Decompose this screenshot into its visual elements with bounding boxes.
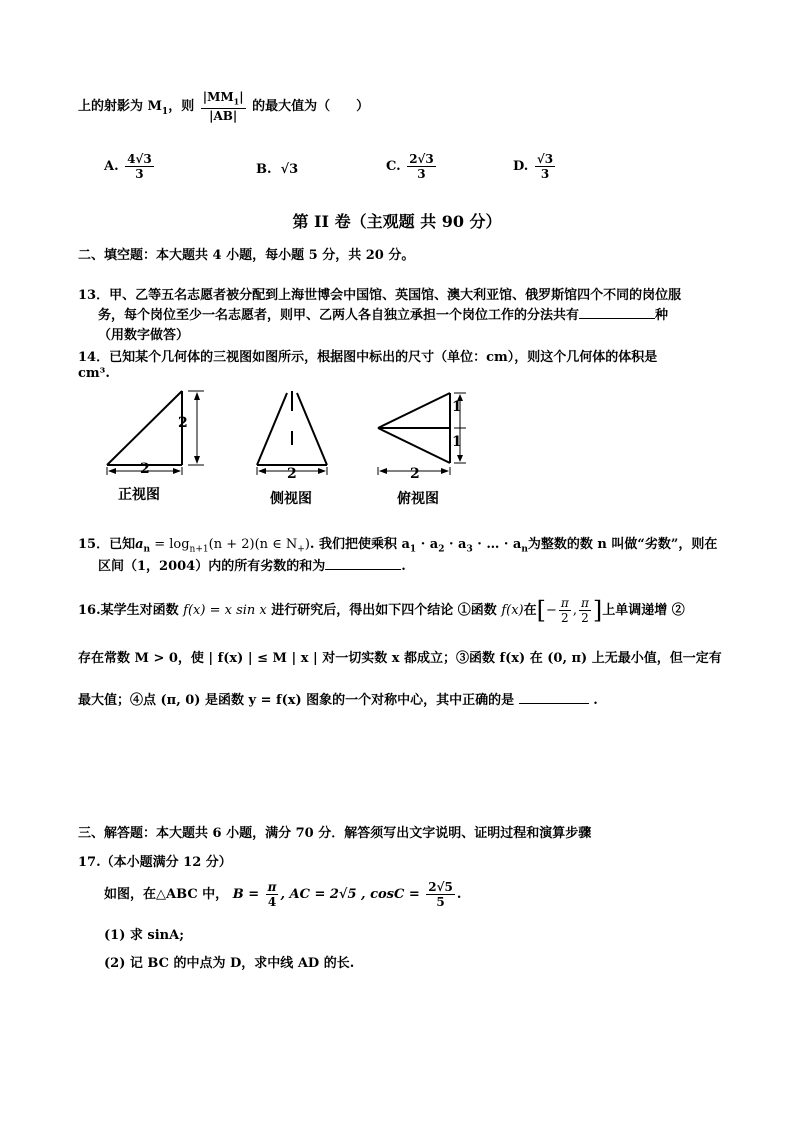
q16-in: 在 <box>523 603 537 618</box>
section-title: 第 II 卷（主观题 共 90 分） <box>292 212 502 231</box>
option-b-value: √3 <box>280 162 299 177</box>
option-c-den: 3 <box>417 167 426 181</box>
q17-intro-line <box>104 880 461 909</box>
front-view-arrow-up <box>194 392 200 400</box>
front-view-height-label: 2 <box>178 415 188 431</box>
q12-sub: 1 <box>161 106 169 117</box>
q17-cos-frac <box>426 880 455 909</box>
q16-pi-right: π <box>580 596 589 610</box>
front-view-arrow-left <box>108 468 116 474</box>
q17-title: 17.（本小题满分 12 分） <box>78 855 232 870</box>
option-a <box>104 152 156 181</box>
q12-pre: 上的射影为 M <box>78 99 162 115</box>
side-view-figure <box>250 383 340 478</box>
option-c-letter: C. <box>386 159 401 174</box>
q12-tail-line <box>78 90 369 123</box>
q12-frac-num: |MM <box>202 90 234 104</box>
q12-frac-num-sub: 1 <box>233 96 240 107</box>
q15-eq: = log <box>150 537 190 552</box>
top-view-arrow-down <box>457 455 463 462</box>
option-c <box>386 152 438 181</box>
option-d-num: √3 <box>536 152 554 166</box>
q13-line1: 13．甲、乙等五名志愿者被分配到上海世博会中国馆、英国馆、澳大利亚馆、俄罗斯馆四个不同的岗位服 <box>78 288 682 303</box>
q14-line2: cm³. <box>78 366 110 381</box>
top-view-figure <box>370 383 470 478</box>
q15-line1 <box>78 533 717 555</box>
q15-post: 为整数的数 n 叫做“劣数”，则在 <box>527 537 718 552</box>
q17-b-eq: B = <box>232 887 260 902</box>
front-view-hypotenuse <box>107 391 182 465</box>
q16-comma: , <box>572 603 577 618</box>
side-view-width-label: 2 <box>287 466 297 482</box>
q16-fx: f(x) = x sin x <box>183 603 267 618</box>
q17-part1: (1) 求 sinA; <box>104 928 184 943</box>
q15-an-sub: n <box>143 544 151 555</box>
q12-frac-num-end: | <box>239 90 244 104</box>
front-view-width-label: 2 <box>140 461 150 477</box>
option-c-num: 2√3 <box>409 152 434 166</box>
q13-line2 <box>98 304 668 323</box>
q15-line2 <box>98 555 406 574</box>
q15-mid: . 我们把使乘积 a <box>309 537 410 552</box>
q13-blank <box>579 306 655 319</box>
q15-n-sub: + <box>297 544 305 555</box>
side-view-arrow-right <box>318 468 326 474</box>
q15-dot2: · a <box>416 537 439 552</box>
option-d-den: 3 <box>540 167 550 181</box>
q16-pi-left: π <box>560 596 569 610</box>
q12-mid: ，则 <box>168 99 195 115</box>
q16-line1: 16.某学生对函数 f(x) = x sin x 进行研究后，得出如下四个结论 ①函数 f(x)在[− $\frac{\pi}{2}$ , $\frac{\pi}{2}$ ]上单调递增 ② <box>78 596 685 625</box>
q15-sn: n <box>521 544 528 555</box>
q16-two-right: 2 <box>581 611 589 625</box>
q17-four: 4 <box>267 895 277 909</box>
front-view-arrow-down <box>194 456 200 464</box>
q17-cos-num: 2√5 <box>428 880 453 894</box>
q13-line3: （用数字做答） <box>98 328 190 343</box>
option-b <box>256 162 298 177</box>
side-view-left-edge <box>257 393 287 465</box>
option-a-letter: A. <box>104 159 119 174</box>
q15-pre: 15．已知 <box>78 537 136 552</box>
q16-pre: 16.某学生对函数 <box>78 603 179 618</box>
q16-line3-text: 最大值；④点 (π, 0) 是函数 y = f(x) 图象的一个对称中心，其中正确的是 <box>78 693 515 708</box>
q17-b-frac <box>266 880 279 909</box>
q16-frac-right <box>579 596 591 625</box>
side-view-right-edge <box>297 393 327 465</box>
q15-s3: 3 <box>466 544 473 555</box>
q16-fx2: f(x) <box>501 603 524 618</box>
q17-pi: π <box>267 880 277 894</box>
fill-heading: 二、填空题：本大题共 4 小题，每小题 5 分，共 20 分。 <box>78 248 415 263</box>
q15-s2: 2 <box>438 544 445 555</box>
q15-arg-end: ) <box>304 537 310 552</box>
q14-line1: 14．已知某个几何体的三视图如图所示，根据图中标出的尺寸（单位：cm），则这个几何体的体积是 <box>78 350 658 365</box>
q15-line2-end: . <box>401 559 406 574</box>
option-d <box>513 152 557 181</box>
q12-frac-den: |AB| <box>209 109 238 124</box>
q16-neg: − <box>546 603 557 618</box>
top-view-lower-edge <box>378 428 450 463</box>
front-view-figure <box>100 383 210 478</box>
q15-dots: · … · a <box>472 537 522 552</box>
side-view-caption: 侧视图 <box>270 491 312 507</box>
q16-post1: 上单调递增 ② <box>602 603 685 618</box>
q15-blank <box>325 557 401 570</box>
q17-part2: (2) 记 BC 的中点为 D，求中线 AD 的长. <box>104 956 355 971</box>
q16-frac-left <box>559 596 571 625</box>
q17-ac: , AC = 2√5 , cosC = <box>280 887 420 902</box>
answer-heading: 三、解答题：本大题共 6 小题，满分 70 分．解答须写出文字说明、证明过程和演算步骤 <box>78 826 592 841</box>
q16-line3 <box>78 689 598 708</box>
q15-a: a <box>135 537 144 552</box>
q12-fraction <box>201 90 246 123</box>
top-view-arrow-left <box>379 468 387 474</box>
side-view-arrow-left <box>258 468 266 474</box>
q16-two-left: 2 <box>561 611 569 625</box>
top-view-upper-edge <box>378 393 450 428</box>
front-view-arrow-right <box>173 468 181 474</box>
q15-arg: (n + 2)(n ∈ N <box>208 537 298 552</box>
q15-dot3: · a <box>444 537 467 552</box>
top-view-upper-label: 1 <box>452 399 462 415</box>
q16-blank <box>519 691 589 704</box>
q16-line2: 存在常数 M > 0，使 | f(x) | ≤ M | x | 对一切实数 x 都成立；③函数 f(x) 在 (0, π) 上无最小值，但一定有 <box>78 651 722 666</box>
q15-line2-text: 区间（1，2004）内的所有劣数的和为 <box>98 559 326 574</box>
top-view-arrow-right <box>441 468 449 474</box>
q13-line2-text: 务，每个岗位至少一名志愿者，则甲、乙两人各自独立承担一个岗位工作的分法共有 <box>98 308 580 323</box>
q16-mid: 进行研究后，得出如下四个结论 ①函数 <box>271 603 497 618</box>
top-view-width-label: 2 <box>410 466 420 482</box>
top-view-lower-label: 1 <box>452 434 462 450</box>
option-a-den: 3 <box>135 167 144 181</box>
q17-cos-den: 5 <box>436 895 445 909</box>
q13-unit: 种 <box>655 308 669 323</box>
q12-post: 的最大值为（ ） <box>252 99 370 115</box>
option-d-letter: D. <box>513 159 529 174</box>
option-a-num: 4√3 <box>127 152 152 166</box>
q15-s1: 1 <box>409 544 417 555</box>
q16-line3-end: . <box>593 693 598 708</box>
q15-log-sub: n+1 <box>189 544 209 555</box>
top-view-caption: 俯视图 <box>397 491 439 507</box>
q17-intro: 如图，在△ABC 中， <box>104 887 229 902</box>
front-view-caption: 正视图 <box>118 487 160 503</box>
q17-end: . <box>456 887 462 902</box>
option-b-letter: B. <box>256 162 272 177</box>
